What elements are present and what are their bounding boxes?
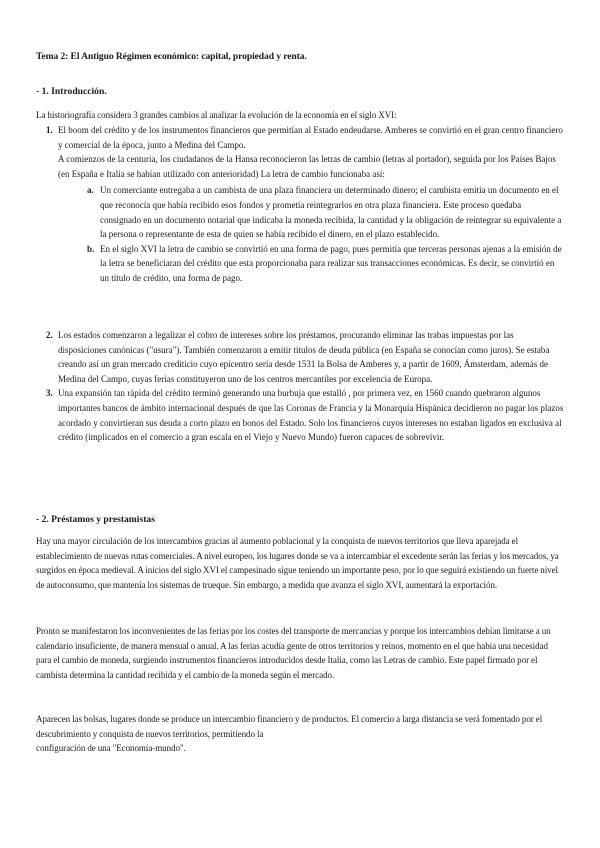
section-2-heading: - 2. Préstamos y prestamistas bbox=[36, 514, 155, 525]
sub-list-item bbox=[58, 183, 564, 241]
list-item-number: 1. bbox=[46, 125, 53, 135]
section-1-list bbox=[36, 123, 564, 286]
page-title: Tema 2: El Antiguo Régimen económico: capital, propiedad y renta. bbox=[36, 51, 307, 62]
section-2-paragraph: Hay una mayor circulación de los intercambios gracias al aumento poblacional y la conquista de nuevos territorios que lleva aparejada el establecimiento de nuevas rutas comerciales. A nivel europeo, los lugares donde se va a intercambiar el excedente serán las ferias y los mercados, ya surgidos en época medieval. A inicios del siglo XVI el campesinado sigue teniendo un importante peso, por lo que seguirá existiendo un fuerte nivel de autoconsumo, que mantenía los sistemas de trueque. Sin embargo, a medida que avanza el siglo XVI, aumentará la exportación. bbox=[36, 536, 559, 590]
list-item-number: 2. bbox=[46, 330, 53, 340]
list-item-text: El boom del crédito y de los instrumentos financieros que permitían al Estado endeudarse. Amberes se convirtió en el gran centro financiero y comercial de la época, junto a Medina del Campo. bbox=[58, 125, 563, 150]
section-1-heading: - 1. Introducción. bbox=[36, 86, 107, 97]
sub-list-item bbox=[58, 242, 564, 286]
section-1-intro: La historiografía considera 3 grandes cambios al analizar la evolución de la economía en el siglo XVI: bbox=[36, 110, 397, 120]
sub-list-item-text: Un comerciante entregaba a un cambista de una plaza financiera un determinado dinero; el cambista emitía un documento en el que reconocía que había recibido esos fondos y prometía reintegrarlos en otra plaza financiera. Este proceso quedaba consignado en un documento notarial que indicaba la moneda recibida, la cantidad y la obligación de reintegrar su equivalente a la persona o representante de esta de quien se había recibido el dinero, en el plazo establecido. bbox=[100, 185, 562, 240]
list-item bbox=[36, 123, 564, 181]
section-2-paragraph-end: configuración de una "Economía-mundo". bbox=[36, 743, 186, 753]
list-item-text: Una expansión tan rápida del crédito terminó generando una burbuja que estalló , por primera vez, en 1560 cuando quebraron algunos importantes bancos de ámbito internacional después de que las Coronas de Francia y la Monarquía Hispánica decidieron no pagar los plazos acordado y convirtieran sus deuda a corto plazo en bonos del Estado. Solo los financieros cuyos intereses no estaban ligados en exclusiva al crédito (implicados en el comercio a gran escala en el Viejo y Nuevo Mundo) fueron capaces de sobrevivir. bbox=[58, 388, 564, 443]
list-item-number: 3. bbox=[46, 388, 53, 399]
section-1-list-continued bbox=[36, 328, 564, 445]
sub-list-item-text: En el siglo XVI la letra de cambio se convirtió en una forma de pago, pues permitía que terceras personas ajenas a la emisión de la letra se beneficiaran del crédito que esta proporcionaba para realizar sus transacciones económicas. Es decir, se convirtió en un título de crédito, una forma de pago. bbox=[100, 243, 562, 283]
section-2-paragraph: Aparecen las bolsas, lugares donde se produce un intercambio financiero y de productos. El comercio a larga distancia se verá fomentado por el descubrimiento y conquista de nuevos territorios, permitiendo la bbox=[36, 714, 543, 739]
section-2-paragraph: Pronto se manifestaron los inconvenientes de las ferias por los costes del transporte de mercancías y porque los intercambios debían limitarse a un calendario insuficiente, de manera mensual o anual. A las ferias acudía gente de otros territorios y reinos, momento en el que había una necesidad para el cambio de moneda, surgiendo instrumentos financieros introducidos desde Italia, como las Letras de cambio. Este papel firmado por el cambista determina la cantidad recibida y el cambio de la moneda según el mercado. bbox=[36, 626, 551, 680]
sub-list-item-letter: a. bbox=[87, 185, 94, 196]
list-item-text: Los estados comenzaron a legalizar el cobro de intereses sobre los préstamos, procurando eliminar las trabas impuestas por las disposiciones canónicas ("usura"). También comenzaron a emitir títulos de deuda pública (en España se conocían como juros). Se estaba creando así un gran mercado crediticio cuyo epicentro sería desde 1531 la Bolsa de Amberes y, a partir de 1609, Ámsterdam, además de Medina del Campo, cuyas ferias constituyeron uno de los centros mercantiles por excelencia de Europa. bbox=[58, 330, 550, 384]
list-item-text-continued: A comienzos de la centuria, los ciudadanos de la Hansa reconocieron las letras de cambio (letras al portador), seguida por los Países Bajos (en España e Italia se habían utilizado con anterioridad) La letra de cambio funcionaba así: bbox=[58, 154, 556, 179]
sub-list-item-letter: b. bbox=[87, 243, 95, 254]
list-item bbox=[36, 386, 564, 444]
list-item bbox=[36, 328, 564, 386]
